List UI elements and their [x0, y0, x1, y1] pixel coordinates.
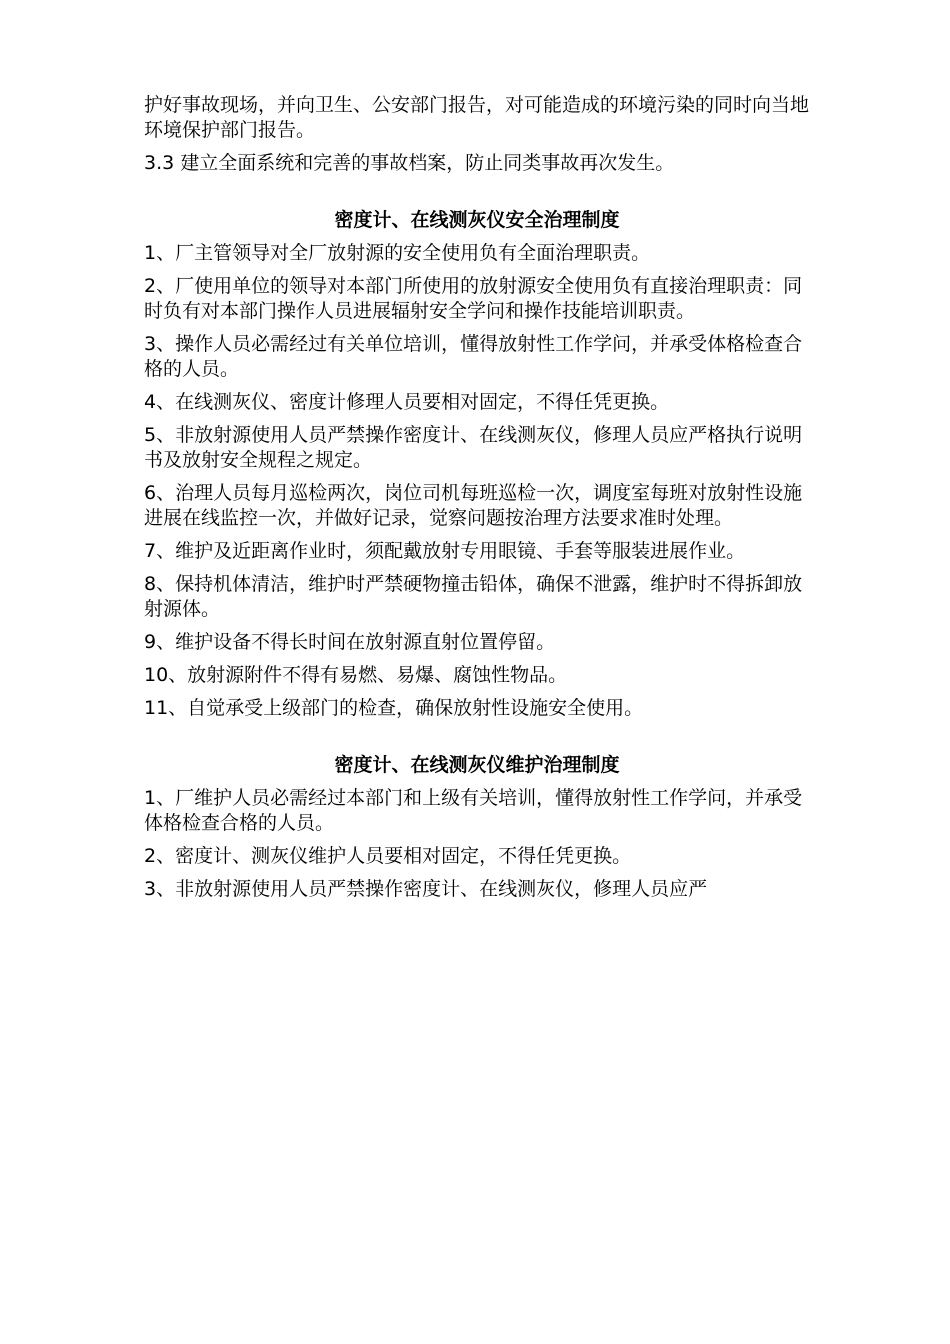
document-body: [144, 93, 810, 910]
intro-paragraph: 护好事故现场，并向卫生、公安部门报告，对可能造成的环境污染的同时向当地环境保护部门报告。: [144, 94, 810, 141]
list-item: 3、操作人员必需经过有关单位培训，懂得放射性工作学问，并承受体格检查合格的人员。: [144, 333, 803, 380]
list-item: 9、维护设备不得长时间在放射源直射位置停留。: [144, 631, 556, 653]
list-item: 7、维护及近距离作业时，须配戴放射专用眼镜、手套等服装进展作业。: [144, 540, 746, 562]
list-item: 2、密度计、测灰仪维护人员要相对固定，不得任凭更换。: [144, 845, 632, 867]
section-title-safety: 密度计、在线测灰仪安全治理制度: [334, 209, 620, 231]
list-item: 8、保持机体清洁，维护时严禁硬物撞击铅体，确保不泄露，维护时不得拆卸放射源体。: [144, 573, 803, 620]
list-item: 6、治理人员每月巡检两次，岗位司机每班巡检一次，调度室每班对放射性设施进展在线监控一次，并做好记录，觉察问题按治理方法要求准时处理。: [144, 482, 803, 529]
list-item: 5、非放射源使用人员严禁操作密度计、在线测灰仪，修理人员应严格执行说明书及放射安全规程之规定。: [144, 424, 803, 471]
list-item: 4、在线测灰仪、密度计修理人员要相对固定，不得任凭更换。: [144, 391, 670, 413]
list-item: 11、自觉承受上级部门的检查，确保放射性设施安全使用。: [144, 697, 644, 719]
section-title-maintenance: 密度计、在线测灰仪维护治理制度: [334, 754, 620, 776]
list-item: 1、厂主管领导对全厂放射源的安全使用负有全面治理职责。: [144, 242, 651, 264]
list-item: 10、放射源附件不得有易燃、易爆、腐蚀性物品。: [144, 664, 568, 686]
intro-paragraph: 3.3 建立全面系统和完善的事故档案，防止同类事故再次发生。: [144, 152, 675, 174]
list-item: 2、厂使用单位的领导对本部门所使用的放射源安全使用负有直接治理职责：同时负有对本部门操作人员进展辐射安全学问和操作技能培训职责。: [144, 275, 803, 322]
list-item: 3、非放射源使用人员严禁操作密度计、在线测灰仪，修理人员应严: [144, 878, 708, 900]
list-item: 1、厂维护人员必需经过本部门和上级有关培训，懂得放射性工作学问，并承受体格检查合格的人员。: [144, 787, 803, 834]
